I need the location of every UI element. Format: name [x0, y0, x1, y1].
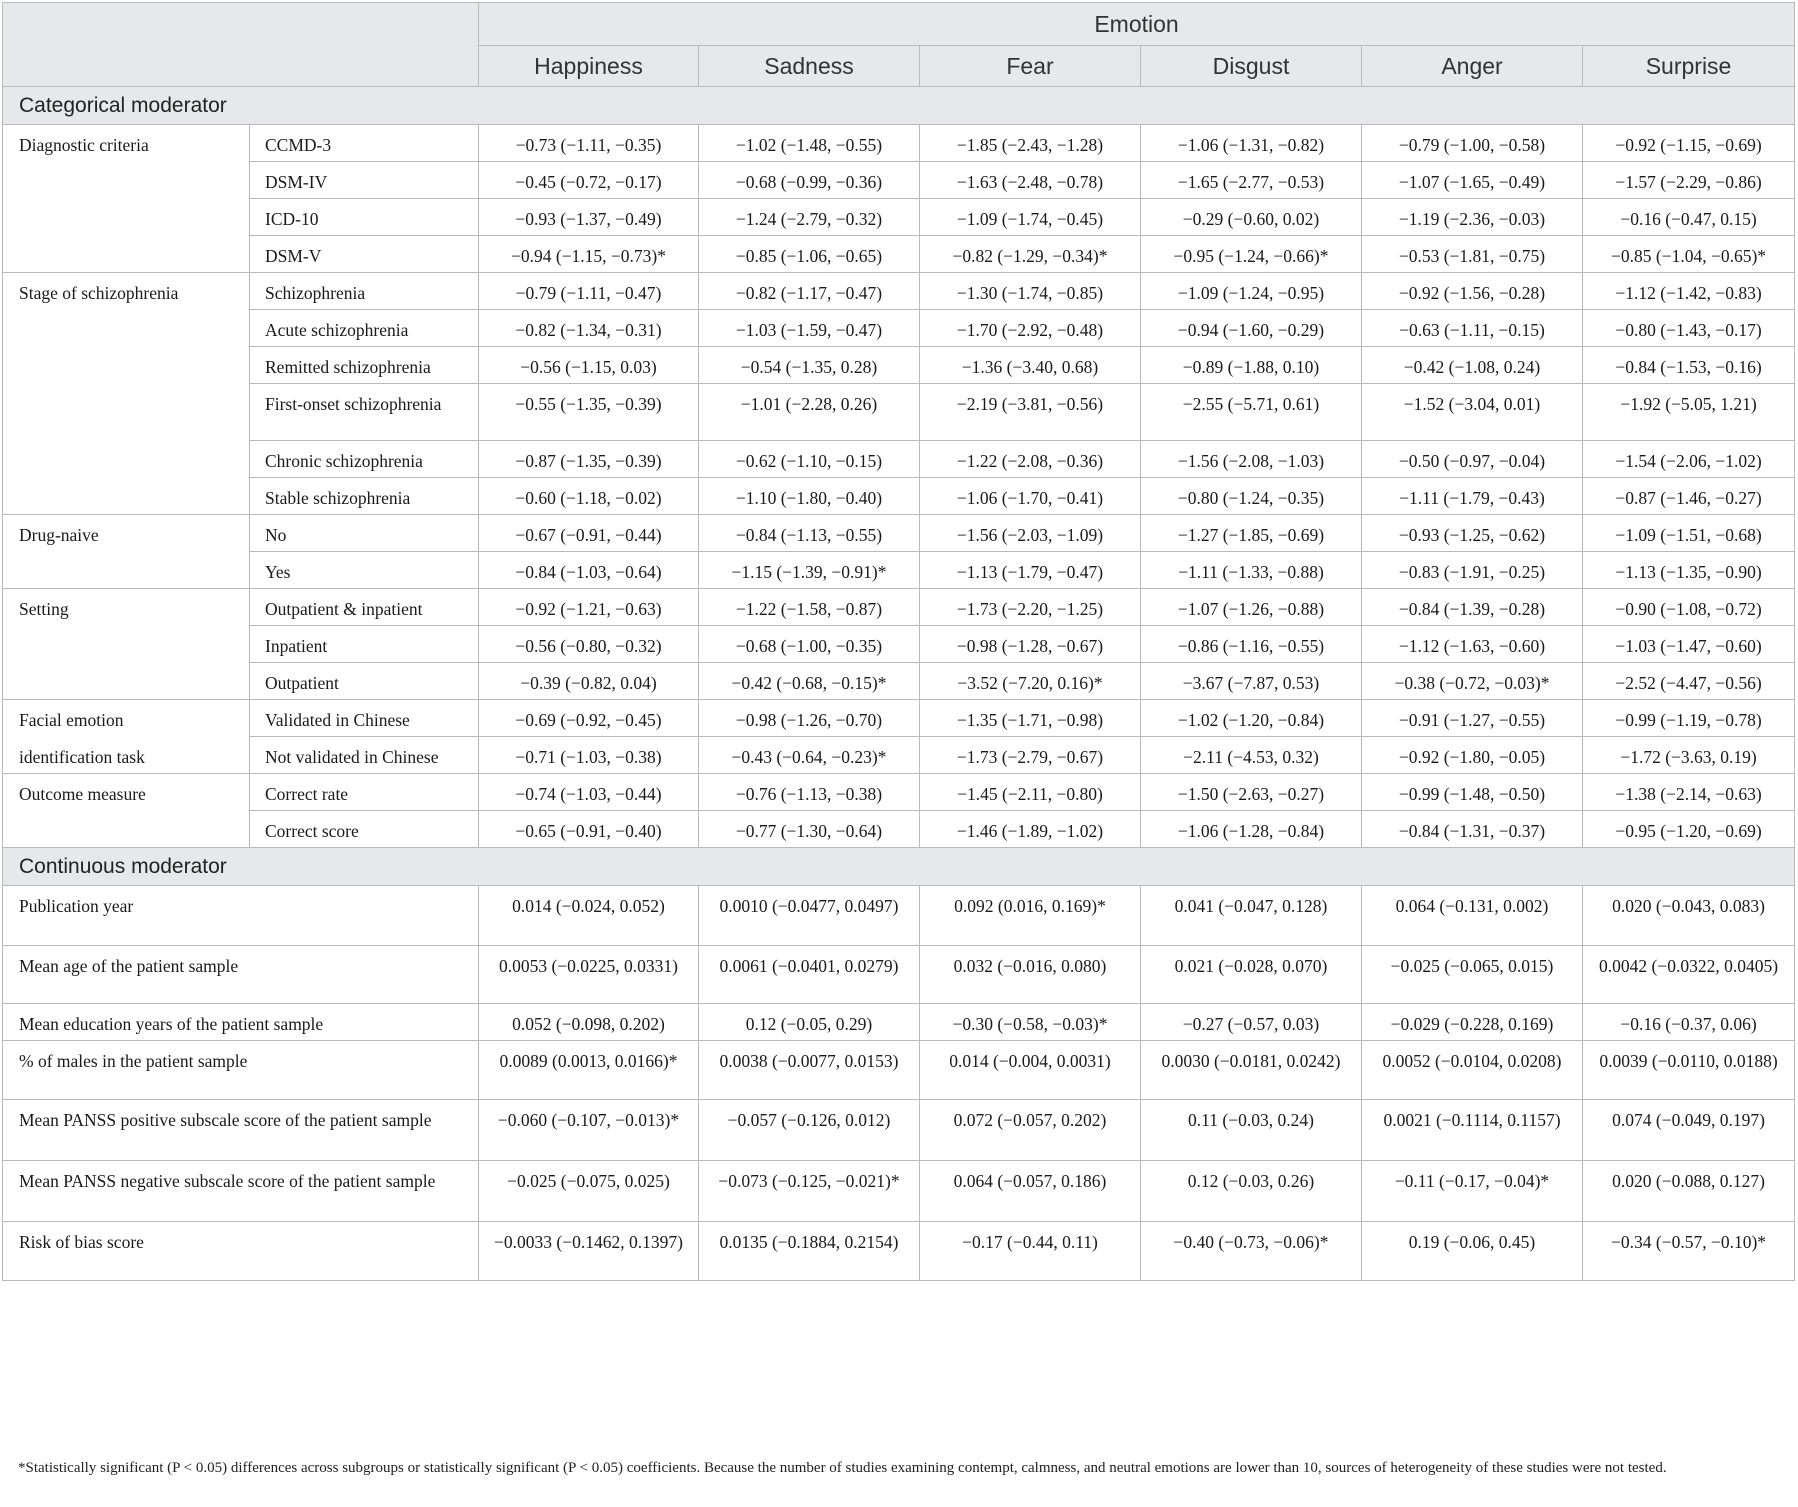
effect-size-cell: −3.52 (−7.20, 0.16)*	[920, 663, 1141, 700]
effect-size-cell: −1.06 (−1.28, −0.84)	[1141, 811, 1362, 848]
coefficient-cell: 0.041 (−0.047, 0.128)	[1141, 886, 1362, 946]
effect-size-cell: −0.98 (−1.28, −0.67)	[920, 626, 1141, 663]
effect-size-cell: −1.73 (−2.20, −1.25)	[920, 589, 1141, 626]
header-blank-cell	[3, 3, 479, 87]
effect-size-cell: −1.73 (−2.79, −0.67)	[920, 737, 1141, 774]
subgroup-label: No	[250, 515, 479, 552]
effect-size-cell: −0.73 (−1.11, −0.35)	[479, 125, 699, 162]
coefficient-cell: −0.11 (−0.17, −0.04)*	[1362, 1161, 1583, 1222]
effect-size-cell: −1.57 (−2.29, −0.86)	[1583, 162, 1795, 199]
coefficient-cell: 0.052 (−0.098, 0.202)	[479, 1004, 699, 1041]
effect-size-cell: −0.69 (−0.92, −0.45)	[479, 700, 699, 737]
effect-size-cell: −0.67 (−0.91, −0.44)	[479, 515, 699, 552]
effect-size-cell: −0.87 (−1.35, −0.39)	[479, 441, 699, 478]
effect-size-cell: −0.99 (−1.19, −0.78)	[1583, 700, 1795, 737]
effect-size-cell: −1.22 (−1.58, −0.87)	[699, 589, 920, 626]
coefficient-cell: 0.0089 (0.0013, 0.0166)*	[479, 1041, 699, 1100]
coefficient-cell: 0.0053 (−0.0225, 0.0331)	[479, 946, 699, 1004]
effect-size-cell: −0.82 (−1.34, −0.31)	[479, 310, 699, 347]
effect-size-cell: −1.03 (−1.47, −0.60)	[1583, 626, 1795, 663]
effect-size-cell: −1.52 (−3.04, 0.01)	[1362, 384, 1583, 441]
subgroup-label: DSM-IV	[250, 162, 479, 199]
moderator-label: Mean PANSS negative subscale score of the patient sample	[3, 1161, 479, 1222]
subgroup-label: Outpatient & inpatient	[250, 589, 479, 626]
table-body	[3, 87, 1795, 1281]
subgroup-label: Schizophrenia	[250, 273, 479, 310]
coefficient-cell: 0.0135 (−0.1884, 0.2154)	[699, 1222, 920, 1281]
effect-size-cell: −0.76 (−1.13, −0.38)	[699, 774, 920, 811]
effect-size-cell: −1.02 (−1.48, −0.55)	[699, 125, 920, 162]
effect-size-cell: −0.68 (−1.00, −0.35)	[699, 626, 920, 663]
effect-size-cell: −1.72 (−3.63, 0.19)	[1583, 737, 1795, 774]
effect-size-cell: −0.62 (−1.10, −0.15)	[699, 441, 920, 478]
column-header-fear: Fear	[920, 46, 1141, 87]
emotion-group-header: Emotion	[479, 3, 1795, 46]
coefficient-cell: −0.057 (−0.126, 0.012)	[699, 1100, 920, 1161]
effect-size-cell: −0.92 (−1.15, −0.69)	[1583, 125, 1795, 162]
effect-size-cell: −0.99 (−1.48, −0.50)	[1362, 774, 1583, 811]
table-row	[3, 1100, 1795, 1161]
coefficient-cell: 0.0042 (−0.0322, 0.0405)	[1583, 946, 1795, 1004]
effect-size-cell: −1.12 (−1.42, −0.83)	[1583, 273, 1795, 310]
effect-size-cell: −1.36 (−3.40, 0.68)	[920, 347, 1141, 384]
column-header-surprise: Surprise	[1583, 46, 1795, 87]
coefficient-cell: 0.064 (−0.057, 0.186)	[920, 1161, 1141, 1222]
table-row	[3, 552, 1795, 589]
effect-size-cell: −0.85 (−1.04, −0.65)*	[1583, 236, 1795, 273]
effect-size-cell: −0.55 (−1.35, −0.39)	[479, 384, 699, 441]
coefficient-cell: −0.27 (−0.57, 0.03)	[1141, 1004, 1362, 1041]
effect-size-cell: −1.10 (−1.80, −0.40)	[699, 478, 920, 515]
moderator-label-line: Facial emotion	[19, 710, 124, 730]
effect-size-cell: −0.80 (−1.24, −0.35)	[1141, 478, 1362, 515]
effect-size-cell: −0.83 (−1.91, −0.25)	[1362, 552, 1583, 589]
coefficient-cell: 0.014 (−0.004, 0.0031)	[920, 1041, 1141, 1100]
effect-size-cell: −1.07 (−1.26, −0.88)	[1141, 589, 1362, 626]
effect-size-cell: −0.95 (−1.20, −0.69)	[1583, 811, 1795, 848]
effect-size-cell: −1.22 (−2.08, −0.36)	[920, 441, 1141, 478]
effect-size-cell: −0.92 (−1.80, −0.05)	[1362, 737, 1583, 774]
coefficient-cell: −0.060 (−0.107, −0.013)*	[479, 1100, 699, 1161]
effect-size-cell: −2.11 (−4.53, 0.32)	[1141, 737, 1362, 774]
subgroup-label: Acute schizophrenia	[250, 310, 479, 347]
effect-size-cell: −0.82 (−1.17, −0.47)	[699, 273, 920, 310]
effect-size-cell: −1.85 (−2.43, −1.28)	[920, 125, 1141, 162]
column-header-happiness: Happiness	[479, 46, 699, 87]
coefficient-cell: 0.092 (0.016, 0.169)*	[920, 886, 1141, 946]
effect-size-cell: −1.30 (−1.74, −0.85)	[920, 273, 1141, 310]
effect-size-cell: −1.27 (−1.85, −0.69)	[1141, 515, 1362, 552]
moderator-label: Mean age of the patient sample	[3, 946, 479, 1004]
effect-size-cell: −1.24 (−2.79, −0.32)	[699, 199, 920, 236]
effect-size-cell: −0.84 (−1.13, −0.55)	[699, 515, 920, 552]
effect-size-cell: −1.19 (−2.36, −0.03)	[1362, 199, 1583, 236]
table-row	[3, 1161, 1795, 1222]
effect-size-cell: −1.65 (−2.77, −0.53)	[1141, 162, 1362, 199]
moderator-label: Outcome measure	[3, 774, 250, 848]
effect-size-cell: −2.55 (−5.71, 0.61)	[1141, 384, 1362, 441]
coefficient-cell: 0.0010 (−0.0477, 0.0497)	[699, 886, 920, 946]
table-row	[3, 273, 1795, 310]
effect-size-cell: −0.56 (−1.15, 0.03)	[479, 347, 699, 384]
effect-size-cell: −1.38 (−2.14, −0.63)	[1583, 774, 1795, 811]
effect-size-cell: −1.09 (−1.24, −0.95)	[1141, 273, 1362, 310]
effect-size-cell: −1.11 (−1.33, −0.88)	[1141, 552, 1362, 589]
subgroup-label: Inpatient	[250, 626, 479, 663]
table-row	[3, 589, 1795, 626]
coefficient-cell: −0.34 (−0.57, −0.10)*	[1583, 1222, 1795, 1281]
effect-size-cell: −0.71 (−1.03, −0.38)	[479, 737, 699, 774]
effect-size-cell: −0.93 (−1.37, −0.49)	[479, 199, 699, 236]
table-row	[3, 478, 1795, 515]
effect-size-cell: −0.79 (−1.00, −0.58)	[1362, 125, 1583, 162]
moderator-table-container	[2, 2, 1794, 1281]
coefficient-cell: 0.064 (−0.131, 0.002)	[1362, 886, 1583, 946]
effect-size-cell: −1.09 (−1.74, −0.45)	[920, 199, 1141, 236]
moderator-label: Drug-naive	[3, 515, 250, 589]
effect-size-cell: −0.45 (−0.72, −0.17)	[479, 162, 699, 199]
subgroup-label: First-onset schizophrenia	[250, 384, 479, 441]
coefficient-cell: 0.0052 (−0.0104, 0.0208)	[1362, 1041, 1583, 1100]
coefficient-cell: 0.021 (−0.028, 0.070)	[1141, 946, 1362, 1004]
effect-size-cell: −0.94 (−1.60, −0.29)	[1141, 310, 1362, 347]
section-title: Categorical moderator	[3, 87, 1795, 125]
coefficient-cell: −0.17 (−0.44, 0.11)	[920, 1222, 1141, 1281]
coefficient-cell: 0.032 (−0.016, 0.080)	[920, 946, 1141, 1004]
effect-size-cell: −0.42 (−0.68, −0.15)*	[699, 663, 920, 700]
effect-size-cell: −0.82 (−1.29, −0.34)*	[920, 236, 1141, 273]
subgroup-label: Yes	[250, 552, 479, 589]
effect-size-cell: −1.63 (−2.48, −0.78)	[920, 162, 1141, 199]
effect-size-cell: −0.84 (−1.03, −0.64)	[479, 552, 699, 589]
moderator-label: Mean education years of the patient sample	[3, 1004, 479, 1041]
effect-size-cell: −0.68 (−0.99, −0.36)	[699, 162, 920, 199]
effect-size-cell: −0.98 (−1.26, −0.70)	[699, 700, 920, 737]
coefficient-cell: −0.073 (−0.125, −0.021)*	[699, 1161, 920, 1222]
table-row	[3, 1041, 1795, 1100]
table-row	[3, 347, 1795, 384]
effect-size-cell: −0.80 (−1.43, −0.17)	[1583, 310, 1795, 347]
coefficient-cell: 0.11 (−0.03, 0.24)	[1141, 1100, 1362, 1161]
effect-size-cell: −0.38 (−0.72, −0.03)*	[1362, 663, 1583, 700]
effect-size-cell: −0.65 (−0.91, −0.40)	[479, 811, 699, 848]
coefficient-cell: 0.0061 (−0.0401, 0.0279)	[699, 946, 920, 1004]
effect-size-cell: −1.09 (−1.51, −0.68)	[1583, 515, 1795, 552]
table-row	[3, 199, 1795, 236]
section-row	[3, 848, 1795, 886]
effect-size-cell: −0.50 (−0.97, −0.04)	[1362, 441, 1583, 478]
effect-size-cell: −0.87 (−1.46, −0.27)	[1583, 478, 1795, 515]
effect-size-cell: −0.54 (−1.35, 0.28)	[699, 347, 920, 384]
effect-size-cell: −1.45 (−2.11, −0.80)	[920, 774, 1141, 811]
effect-size-cell: −0.92 (−1.21, −0.63)	[479, 589, 699, 626]
subgroup-label: Outpatient	[250, 663, 479, 700]
coefficient-cell: 0.0038 (−0.0077, 0.0153)	[699, 1041, 920, 1100]
subgroup-label: Validated in Chinese	[250, 700, 479, 737]
coefficient-cell: 0.12 (−0.03, 0.26)	[1141, 1161, 1362, 1222]
effect-size-cell: −1.07 (−1.65, −0.49)	[1362, 162, 1583, 199]
effect-size-cell: −0.85 (−1.06, −0.65)	[699, 236, 920, 273]
effect-size-cell: −0.91 (−1.27, −0.55)	[1362, 700, 1583, 737]
table-row	[3, 515, 1795, 552]
coefficient-cell: 0.074 (−0.049, 0.197)	[1583, 1100, 1795, 1161]
effect-size-cell: −0.90 (−1.08, −0.72)	[1583, 589, 1795, 626]
coefficient-cell: 0.0039 (−0.0110, 0.0188)	[1583, 1041, 1795, 1100]
header-row-group	[3, 3, 1795, 46]
effect-size-cell: −1.46 (−1.89, −1.02)	[920, 811, 1141, 848]
effect-size-cell: −0.95 (−1.24, −0.66)*	[1141, 236, 1362, 273]
table-row	[3, 737, 1795, 774]
moderator-label: Diagnostic criteria	[3, 125, 250, 273]
moderator-label: Stage of schizophrenia	[3, 273, 250, 515]
effect-size-cell: −1.13 (−1.79, −0.47)	[920, 552, 1141, 589]
moderator-label: Risk of bias score	[3, 1222, 479, 1281]
section-row	[3, 87, 1795, 125]
effect-size-cell: −0.84 (−1.53, −0.16)	[1583, 347, 1795, 384]
effect-size-cell: −0.39 (−0.82, 0.04)	[479, 663, 699, 700]
subgroup-label: DSM-V	[250, 236, 479, 273]
table-row	[3, 162, 1795, 199]
table-row	[3, 663, 1795, 700]
effect-size-cell: −0.86 (−1.16, −0.55)	[1141, 626, 1362, 663]
coefficient-cell: −0.025 (−0.065, 0.015)	[1362, 946, 1583, 1004]
coefficient-cell: −0.30 (−0.58, −0.03)*	[920, 1004, 1141, 1041]
effect-size-cell: −0.79 (−1.11, −0.47)	[479, 273, 699, 310]
coefficient-cell: −0.16 (−0.37, 0.06)	[1583, 1004, 1795, 1041]
table-row	[3, 1004, 1795, 1041]
moderator-label: Mean PANSS positive subscale score of the patient sample	[3, 1100, 479, 1161]
table-row	[3, 946, 1795, 1004]
effect-size-cell: −1.35 (−1.71, −0.98)	[920, 700, 1141, 737]
effect-size-cell: −0.60 (−1.18, −0.02)	[479, 478, 699, 515]
moderator-label	[3, 700, 250, 774]
subgroup-label: ICD-10	[250, 199, 479, 236]
moderator-analysis-table	[2, 2, 1795, 1281]
column-header-sadness: Sadness	[699, 46, 920, 87]
effect-size-cell: −1.01 (−2.28, 0.26)	[699, 384, 920, 441]
effect-size-cell: −0.42 (−1.08, 0.24)	[1362, 347, 1583, 384]
column-header-anger: Anger	[1362, 46, 1583, 87]
subgroup-label: CCMD-3	[250, 125, 479, 162]
effect-size-cell: −2.52 (−4.47, −0.56)	[1583, 663, 1795, 700]
section-title: Continuous moderator	[3, 848, 1795, 886]
moderator-label-line: identification task	[19, 747, 145, 767]
effect-size-cell: −0.43 (−0.64, −0.23)*	[699, 737, 920, 774]
effect-size-cell: −0.93 (−1.25, −0.62)	[1362, 515, 1583, 552]
table-row	[3, 774, 1795, 811]
effect-size-cell: −0.84 (−1.39, −0.28)	[1362, 589, 1583, 626]
coefficient-cell: −0.029 (−0.228, 0.169)	[1362, 1004, 1583, 1041]
table-row	[3, 1222, 1795, 1281]
effect-size-cell: −1.12 (−1.63, −0.60)	[1362, 626, 1583, 663]
effect-size-cell: −1.50 (−2.63, −0.27)	[1141, 774, 1362, 811]
effect-size-cell: −1.70 (−2.92, −0.48)	[920, 310, 1141, 347]
effect-size-cell: −1.03 (−1.59, −0.47)	[699, 310, 920, 347]
table-row	[3, 441, 1795, 478]
effect-size-cell: −0.94 (−1.15, −0.73)*	[479, 236, 699, 273]
effect-size-cell: −1.54 (−2.06, −1.02)	[1583, 441, 1795, 478]
effect-size-cell: −1.02 (−1.20, −0.84)	[1141, 700, 1362, 737]
subgroup-label: Stable schizophrenia	[250, 478, 479, 515]
effect-size-cell: −0.74 (−1.03, −0.44)	[479, 774, 699, 811]
coefficient-cell: 0.12 (−0.05, 0.29)	[699, 1004, 920, 1041]
moderator-label: Setting	[3, 589, 250, 700]
coefficient-cell: 0.020 (−0.043, 0.083)	[1583, 886, 1795, 946]
column-header-disgust: Disgust	[1141, 46, 1362, 87]
effect-size-cell: −1.56 (−2.08, −1.03)	[1141, 441, 1362, 478]
effect-size-cell: −1.06 (−1.70, −0.41)	[920, 478, 1141, 515]
table-row	[3, 886, 1795, 946]
effect-size-cell: −1.56 (−2.03, −1.09)	[920, 515, 1141, 552]
effect-size-cell: −1.15 (−1.39, −0.91)*	[699, 552, 920, 589]
table-row	[3, 310, 1795, 347]
coefficient-cell: 0.19 (−0.06, 0.45)	[1362, 1222, 1583, 1281]
subgroup-label: Correct rate	[250, 774, 479, 811]
table-row	[3, 125, 1795, 162]
coefficient-cell: −0.40 (−0.73, −0.06)*	[1141, 1222, 1362, 1281]
effect-size-cell: −0.29 (−0.60, 0.02)	[1141, 199, 1362, 236]
table-row	[3, 626, 1795, 663]
table-row	[3, 236, 1795, 273]
moderator-label: % of males in the patient sample	[3, 1041, 479, 1100]
subgroup-label: Correct score	[250, 811, 479, 848]
coefficient-cell: 0.014 (−0.024, 0.052)	[479, 886, 699, 946]
table-row	[3, 700, 1795, 737]
table-row	[3, 811, 1795, 848]
coefficient-cell: 0.020 (−0.088, 0.127)	[1583, 1161, 1795, 1222]
effect-size-cell: −0.16 (−0.47, 0.15)	[1583, 199, 1795, 236]
subgroup-label: Not validated in Chinese	[250, 737, 479, 774]
subgroup-label: Chronic schizophrenia	[250, 441, 479, 478]
moderator-label: Publication year	[3, 886, 479, 946]
coefficient-cell: −0.025 (−0.075, 0.025)	[479, 1161, 699, 1222]
effect-size-cell: −0.77 (−1.30, −0.64)	[699, 811, 920, 848]
effect-size-cell: −0.89 (−1.88, 0.10)	[1141, 347, 1362, 384]
effect-size-cell: −1.92 (−5.05, 1.21)	[1583, 384, 1795, 441]
table-footnote: *Statistically significant (P < 0.05) differences across subgroups or statistically significant (P < 0.05) coefficients. Because the number of studies examining contempt, calmness, and neutral emotions are lower than 10, sources of heterogeneity of these studies were not tested.	[18, 1460, 1667, 1476]
coefficient-cell: 0.0030 (−0.0181, 0.0242)	[1141, 1041, 1362, 1100]
effect-size-cell: −1.13 (−1.35, −0.90)	[1583, 552, 1795, 589]
coefficient-cell: 0.0021 (−0.1114, 0.1157)	[1362, 1100, 1583, 1161]
effect-size-cell: −2.19 (−3.81, −0.56)	[920, 384, 1141, 441]
effect-size-cell: −1.11 (−1.79, −0.43)	[1362, 478, 1583, 515]
effect-size-cell: −1.06 (−1.31, −0.82)	[1141, 125, 1362, 162]
table-row	[3, 384, 1795, 441]
subgroup-label: Remitted schizophrenia	[250, 347, 479, 384]
effect-size-cell: −3.67 (−7.87, 0.53)	[1141, 663, 1362, 700]
effect-size-cell: −0.84 (−1.31, −0.37)	[1362, 811, 1583, 848]
effect-size-cell: −0.92 (−1.56, −0.28)	[1362, 273, 1583, 310]
coefficient-cell: 0.072 (−0.057, 0.202)	[920, 1100, 1141, 1161]
effect-size-cell: −0.63 (−1.11, −0.15)	[1362, 310, 1583, 347]
effect-size-cell: −0.56 (−0.80, −0.32)	[479, 626, 699, 663]
coefficient-cell: −0.0033 (−0.1462, 0.1397)	[479, 1222, 699, 1281]
effect-size-cell: −0.53 (−1.81, −0.75)	[1362, 236, 1583, 273]
